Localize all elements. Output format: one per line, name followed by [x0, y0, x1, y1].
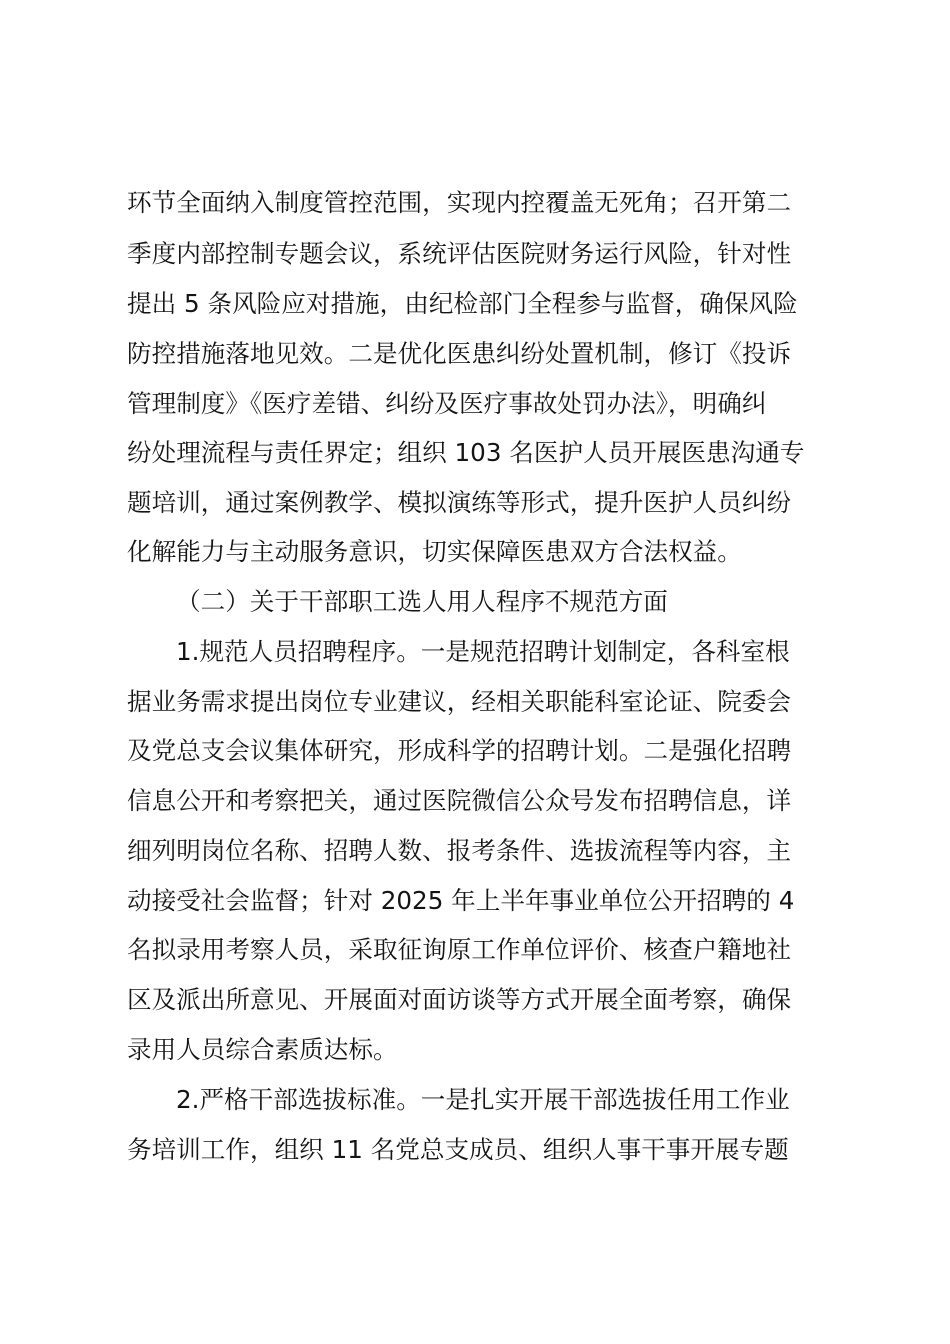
- paragraph-line: 动接受社会监督；针对 2025 年上半年事业单位公开招聘的 4: [127, 886, 795, 915]
- paragraph-line: 管理制度》《医疗差错、纠纷及医疗事故处罚办法》，明确纠: [127, 389, 767, 418]
- paragraph-line: 化解能力与主动服务意识，切实保障医患双方合法权益。: [127, 537, 742, 566]
- paragraph-line: 1.规范人员招聘程序。一是规范招聘计划制定，各科室根: [176, 637, 790, 666]
- paragraph-line: 提出 5 条风险应对措施，由纪检部门全程参与监督，确保风险: [127, 289, 798, 318]
- section-heading: （二）关于干部职工选人用人程序不规范方面: [176, 587, 668, 616]
- paragraph-line: 及党总支会议集体研究，形成科学的招聘计划。二是强化招聘: [127, 736, 792, 765]
- paragraph-line: 环节全面纳入制度管控范围，实现内控覆盖无死角；召开第二: [127, 188, 792, 217]
- paragraph-line: 季度内部控制专题会议，系统评估医院财务运行风险，针对性: [127, 239, 792, 268]
- paragraph-line: 纷处理流程与责任界定；组织 103 名医护人员开展医患沟通专: [127, 438, 805, 467]
- paragraph-line: 区及派出所意见、开展面对面访谈等方式开展全面考察，确保: [127, 985, 792, 1014]
- paragraph-line: 信息公开和考察把关，通过医院微信公众号发布招聘信息，详: [127, 786, 792, 815]
- paragraph-line: 务培训工作，组织 11 名党总支成员、组织人事干事开展专题: [127, 1135, 789, 1164]
- paragraph-line: 防控措施落地见效。二是优化医患纠纷处置机制，修订《投诉: [127, 339, 792, 368]
- paragraph-line: 名拟录用考察人员，采取征询原工作单位评价、核查户籍地社: [127, 935, 792, 964]
- paragraph-line: 录用人员综合素质达标。: [127, 1035, 398, 1064]
- paragraph-line: 2.严格干部选拔标准。一是扎实开展干部选拔任用工作业: [176, 1085, 790, 1114]
- paragraph-line: 据业务需求提出岗位专业建议，经相关职能科室论证、院委会: [127, 687, 792, 716]
- paragraph-line: 题培训，通过案例教学、模拟演练等形式，提升医护人员纠纷: [127, 488, 792, 517]
- paragraph-line: 细列明岗位名称、招聘人数、报考条件、选拔流程等内容，主: [127, 836, 792, 865]
